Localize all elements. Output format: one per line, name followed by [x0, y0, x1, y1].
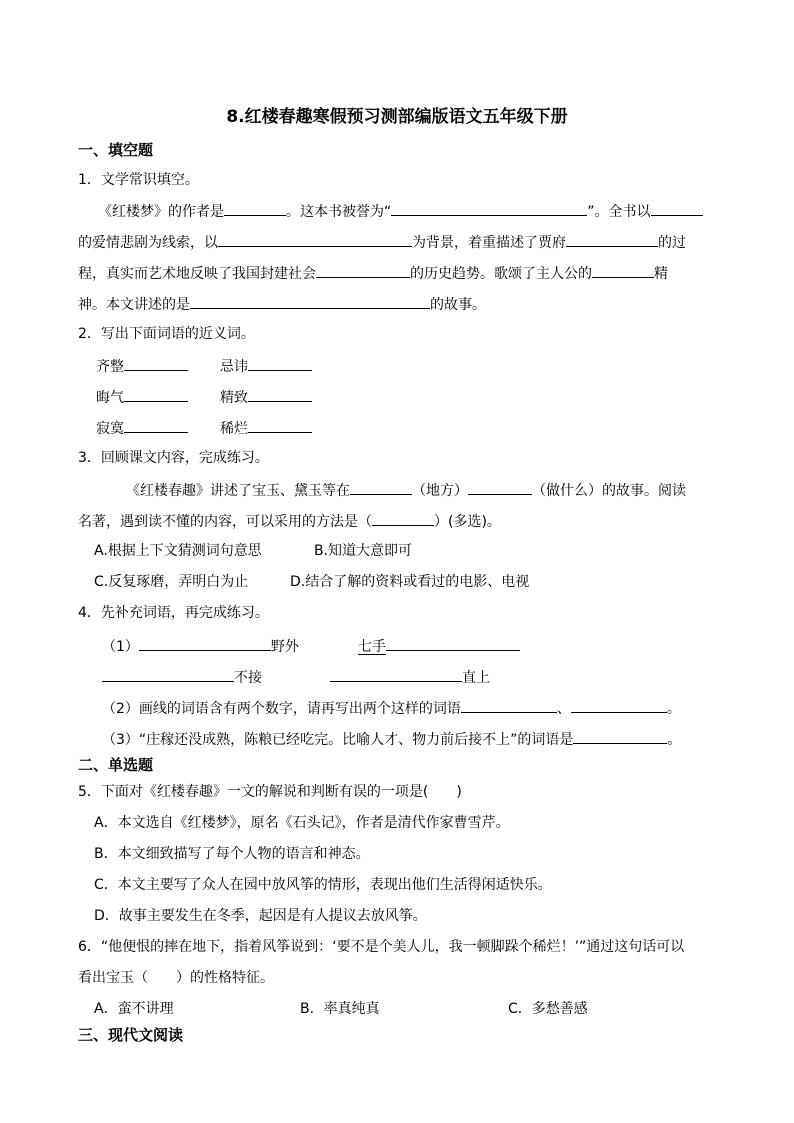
answer-blank[interactable]	[316, 263, 410, 278]
q3-option-d: D.结合了解的资料或看过的电影、电视	[290, 574, 530, 590]
q6-option-b: B．率真纯真	[300, 1001, 380, 1017]
answer-blank[interactable]	[248, 387, 312, 402]
section-heading-fill-in: 一、填空题	[78, 141, 154, 159]
answer-blank[interactable]	[330, 667, 462, 682]
word-label: 齐整	[96, 359, 124, 375]
answer-blank[interactable]	[461, 698, 557, 713]
word-label: 稀烂	[220, 421, 248, 437]
question-4-stem: 4．先补充词语，再完成练习。	[78, 605, 269, 621]
q5-option-c: C．本文主要写了众人在园中放风筝的情形，表现出他们生活得闲适快乐。	[94, 877, 552, 893]
answer-blank[interactable]	[190, 294, 430, 309]
q4-text: （3）“庄稼还没成熟，陈粮已经吃完。比喻人才、物力前后接不上”的词语是	[102, 732, 574, 748]
word-label: 忌讳	[220, 359, 248, 375]
answer-blank[interactable]	[350, 480, 412, 495]
answer-blank[interactable]	[386, 636, 520, 651]
q3-option-b: B.知道大意即可	[314, 543, 413, 559]
q4-part-2	[102, 698, 681, 718]
answer-blank[interactable]	[139, 636, 271, 651]
word-label: 精致	[220, 390, 248, 406]
question-1-line-1	[98, 201, 703, 221]
synonym-item	[96, 356, 188, 376]
q1-text: 的历史趋势。歌颂了主人公的	[410, 266, 592, 282]
question-1-line-2	[78, 232, 686, 252]
synonym-item	[96, 418, 188, 438]
answer-blank[interactable]	[573, 729, 667, 744]
q4-part-label: （1）	[102, 639, 139, 655]
word-label: 寂寞	[96, 421, 124, 437]
answer-blank[interactable]	[592, 263, 654, 278]
q4-word: 野外	[270, 639, 299, 655]
answer-blank[interactable]	[651, 201, 703, 216]
q4-row-1-b	[358, 636, 520, 656]
q4-row-2-b	[330, 667, 490, 687]
q3-text: ）(多选)。	[434, 514, 501, 530]
q3-text: （做什么）的故事。阅读	[532, 483, 686, 499]
answer-blank[interactable]	[468, 480, 532, 495]
question-3-stem: 3．回顾课文内容，完成练习。	[78, 450, 269, 466]
answer-blank[interactable]	[566, 232, 658, 247]
q1-text: 精	[654, 266, 668, 282]
answer-blank[interactable]	[571, 698, 667, 713]
q3-text: （地方）	[412, 483, 468, 499]
q4-row-1	[102, 636, 299, 656]
q1-text: 为背景，着重描述了贾府	[412, 235, 566, 251]
answer-blank[interactable]	[224, 201, 286, 216]
answer-blank[interactable]	[218, 232, 412, 247]
question-5-stem: 5．下面对《红楼春趣》一文的解说和判断有误的一项是( )	[78, 784, 462, 800]
q1-text: 《红楼梦》的作者是	[98, 204, 224, 220]
word-label: 晦气	[96, 390, 124, 406]
section-heading-single-choice: 二、单选题	[78, 756, 154, 774]
q5-option-b: B．本文细致描写了每个人物的语言和神态。	[94, 846, 370, 862]
section-heading-modern-reading: 三、现代文阅读	[78, 1026, 184, 1044]
synonym-item	[220, 387, 312, 407]
question-1-stem: 1．文学常识填空。	[78, 172, 199, 188]
answer-blank[interactable]	[248, 418, 312, 433]
q4-text: 、	[556, 701, 571, 717]
question-2-stem: 2．写出下面词语的近义词。	[78, 326, 255, 342]
q4-text: （2）画线的词语含有两个数字，请再写出两个这样的词语	[102, 701, 461, 717]
q1-text: 神。本文讲述的是	[78, 297, 190, 313]
synonym-item	[220, 418, 312, 438]
answer-blank[interactable]	[372, 511, 434, 526]
q6-option-c: C．多愁善感	[508, 1001, 588, 1017]
q4-word: 不接	[234, 670, 262, 686]
q1-text: ”。全书以	[587, 204, 651, 220]
q4-text: 。	[666, 701, 681, 717]
question-1-line-4	[78, 294, 486, 314]
synonym-item	[220, 356, 312, 376]
question-3-line-2	[78, 511, 501, 531]
q3-text: 名著，遇到读不懂的内容，可以采用的方法是（	[78, 514, 372, 530]
q1-text: 的过	[658, 235, 686, 251]
q1-text: 程，真实而艺术地反映了我国封建社会	[78, 266, 316, 282]
answer-blank[interactable]	[124, 418, 188, 433]
answer-blank[interactable]	[124, 356, 188, 371]
q4-text: 。	[667, 732, 682, 748]
q4-word: 直上	[462, 670, 490, 686]
answer-blank[interactable]	[102, 667, 234, 682]
question-1-line-3	[78, 263, 668, 283]
q3-option-a: A.根据上下文猜测词句意思	[94, 543, 262, 559]
answer-blank[interactable]	[248, 356, 312, 371]
question-6-stem-line-1: 6．“他便恨的摔在地下，指着风筝说到：‘要不是个美人儿，我一顿脚跺个稀烂！’”通过这句话可以	[78, 939, 685, 955]
q4-row-2	[102, 667, 262, 687]
answer-blank[interactable]	[391, 201, 587, 216]
q3-text: 《红楼春趣》讲述了宝玉、黛玉等在	[126, 483, 350, 499]
question-6-stem-line-2: 看出宝玉（ ）的性格特征。	[78, 970, 274, 986]
q3-option-c: C.反复琢磨，弄明白为止	[94, 574, 249, 590]
q1-text: 。这本书被誉为“	[286, 204, 392, 220]
q5-option-d: D．故事主要发生在冬季，起因是有人提议去放风筝。	[94, 908, 427, 924]
q4-part-3	[102, 729, 681, 749]
q5-option-a: A．本文选自《红楼梦》，原名《石头记》，作者是清代作家曹雪芹。	[94, 815, 510, 831]
question-3-line-1	[126, 480, 686, 500]
page-title: 8.红楼春趣寒假预习测部编版语文五年级下册	[226, 107, 568, 127]
answer-blank[interactable]	[124, 387, 188, 402]
q1-text: 的爱情悲剧为线索，以	[78, 235, 218, 251]
synonym-item	[96, 387, 188, 407]
q1-text: 的故事。	[430, 297, 486, 313]
q6-option-a: A．蛮不讲理	[94, 1001, 174, 1017]
q4-word-underlined: 七手	[358, 639, 386, 655]
